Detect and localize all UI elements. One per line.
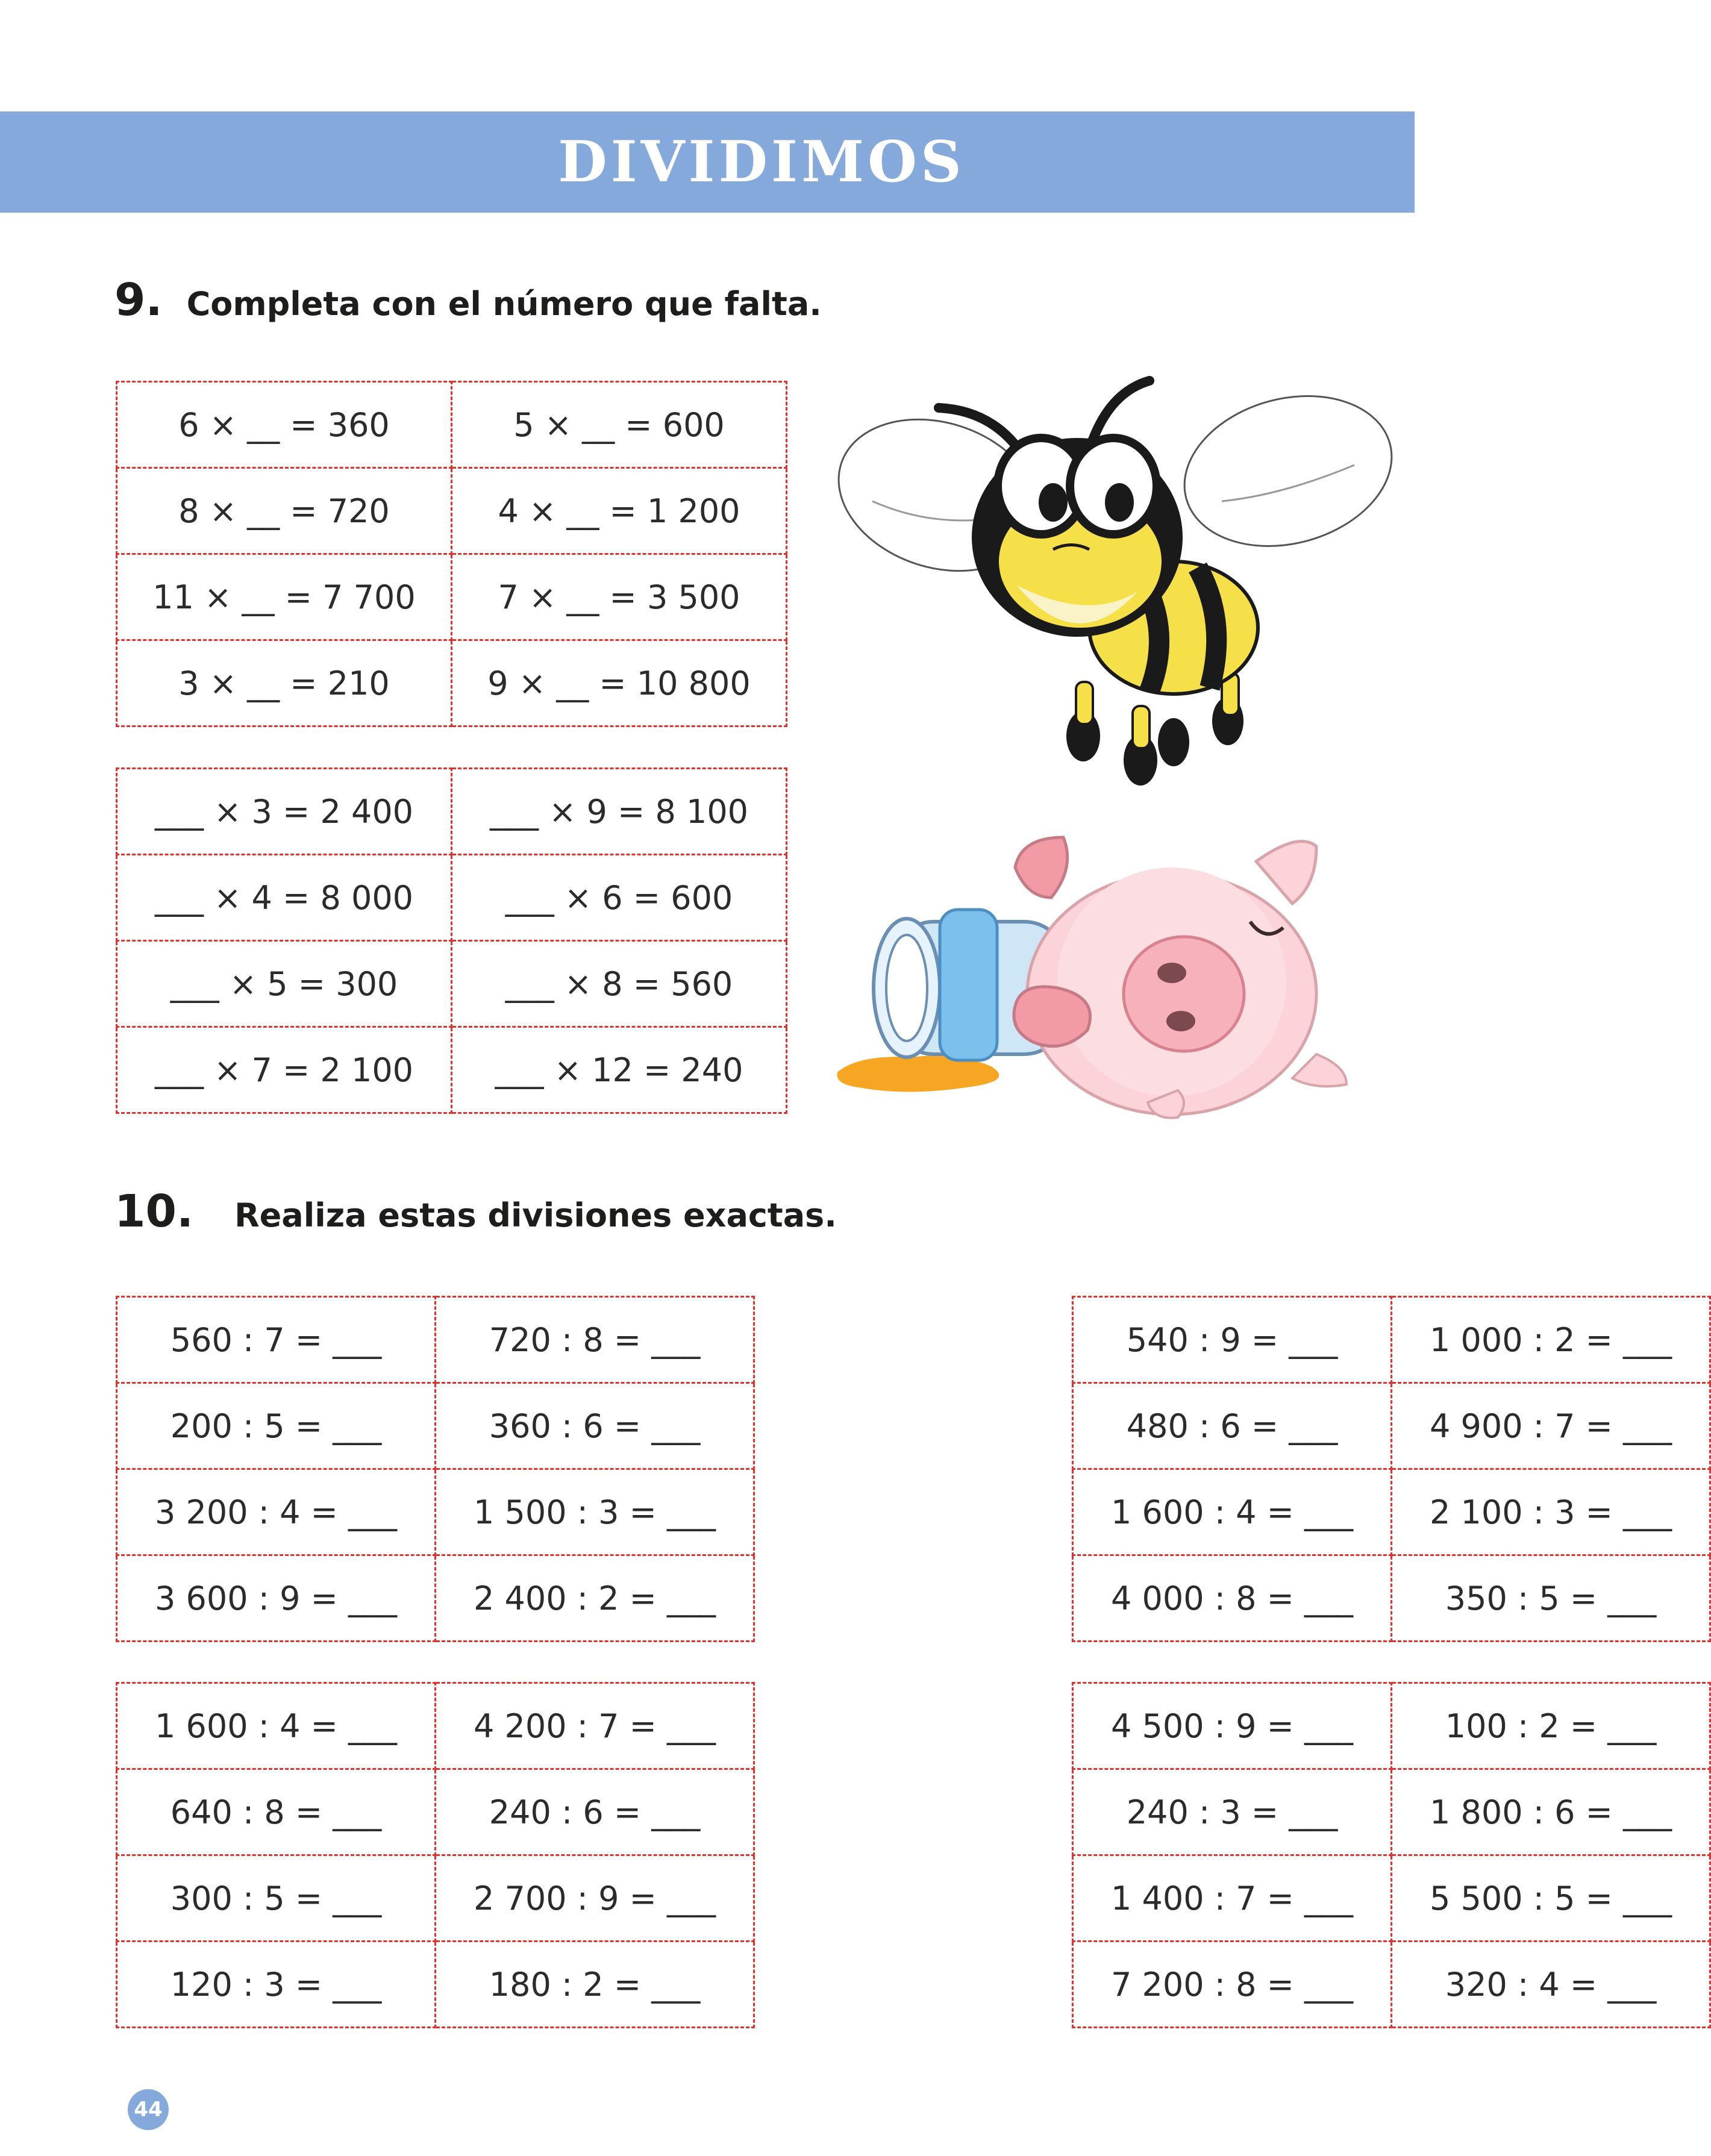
division-cell[interactable]: 180 : 2 = ___ <box>436 1942 754 2028</box>
division-cell[interactable]: 3 200 : 4 = ___ <box>117 1469 436 1555</box>
division-cell[interactable]: 720 : 8 = ___ <box>436 1297 754 1383</box>
division-cell[interactable]: 100 : 2 = ___ <box>1392 1683 1710 1769</box>
table-row <box>117 941 787 1027</box>
column-gap <box>754 1942 1073 2028</box>
division-cell[interactable]: 360 : 6 = ___ <box>436 1383 754 1469</box>
table-row <box>117 1383 1710 1469</box>
column-gap <box>754 1769 1073 1855</box>
division-cell[interactable]: 320 : 4 = ___ <box>1392 1942 1710 2028</box>
exercise-number: 10. <box>114 1186 194 1237</box>
table-row <box>117 382 787 468</box>
division-cell[interactable]: 560 : 7 = ___ <box>117 1297 436 1383</box>
table-row <box>117 855 787 941</box>
division-cell[interactable]: 200 : 5 = ___ <box>117 1383 436 1469</box>
equation-cell[interactable]: 6 × __ = 360 <box>117 382 452 468</box>
equation-cell[interactable]: 11 × __ = 7 700 <box>117 554 452 640</box>
equation-cell[interactable]: ___ × 5 = 300 <box>117 941 452 1027</box>
equation-cell[interactable]: ___ × 4 = 8 000 <box>117 855 452 941</box>
page-number: 44 <box>134 2098 163 2122</box>
exercise-10-table-1 <box>116 1296 1711 1642</box>
exercise-instruction: Completa con el número que falta. <box>186 285 822 323</box>
division-cell[interactable]: 1 000 : 2 = ___ <box>1392 1297 1710 1383</box>
column-gap <box>754 1855 1073 1942</box>
column-gap <box>754 1683 1073 1769</box>
table-row <box>117 1769 1710 1855</box>
equation-cell[interactable]: ___ × 7 = 2 100 <box>117 1027 452 1113</box>
division-cell[interactable]: 2 100 : 3 = ___ <box>1392 1469 1710 1555</box>
division-cell[interactable]: 1 400 : 7 = ___ <box>1073 1855 1392 1942</box>
table-row <box>117 1297 1710 1383</box>
division-cell[interactable]: 480 : 6 = ___ <box>1073 1383 1392 1469</box>
division-cell[interactable]: 350 : 5 = ___ <box>1392 1555 1710 1642</box>
equation-cell[interactable]: ___ × 12 = 240 <box>452 1027 787 1113</box>
division-cell[interactable]: 4 200 : 7 = ___ <box>436 1683 754 1769</box>
division-cell[interactable]: 4 900 : 7 = ___ <box>1392 1383 1710 1469</box>
equation-cell[interactable]: 4 × __ = 1 200 <box>452 468 787 554</box>
table-row <box>117 1942 1710 2028</box>
division-cell[interactable]: 2 400 : 2 = ___ <box>436 1555 754 1642</box>
division-cell[interactable]: 1 600 : 4 = ___ <box>117 1683 436 1769</box>
equation-cell[interactable]: ___ × 8 = 560 <box>452 941 787 1027</box>
division-cell[interactable]: 240 : 3 = ___ <box>1073 1769 1392 1855</box>
page-title: DIVIDIMOS <box>558 129 965 195</box>
exercise-10-table-2 <box>116 1682 1711 2028</box>
division-cell[interactable]: 120 : 3 = ___ <box>117 1942 436 2028</box>
table-row <box>117 1469 1710 1555</box>
table-row <box>117 1855 1710 1942</box>
pig-with-honey-jar-illustration <box>834 813 1377 1126</box>
division-cell[interactable]: 4 500 : 9 = ___ <box>1073 1683 1392 1769</box>
equation-cell[interactable]: ___ × 3 = 2 400 <box>117 769 452 855</box>
equation-cell[interactable]: 7 × __ = 3 500 <box>452 554 787 640</box>
table-row <box>117 1555 1710 1642</box>
table-row <box>117 554 787 640</box>
exercise-instruction: Realiza estas divisiones exactas. <box>234 1196 837 1234</box>
column-gap <box>754 1555 1073 1642</box>
title-banner <box>0 111 1415 213</box>
division-cell[interactable]: 3 600 : 9 = ___ <box>117 1555 436 1642</box>
column-gap <box>754 1297 1073 1383</box>
exercise-number: 9. <box>114 274 163 326</box>
exercise-9-table-2 <box>116 767 787 1114</box>
table-row <box>117 1027 787 1113</box>
table-row <box>117 769 787 855</box>
equation-cell[interactable]: 9 × __ = 10 800 <box>452 640 787 726</box>
table-row <box>117 468 787 554</box>
division-cell[interactable]: 1 600 : 4 = ___ <box>1073 1469 1392 1555</box>
division-cell[interactable]: 2 700 : 9 = ___ <box>436 1855 754 1942</box>
exercise-9-table-1 <box>116 381 787 727</box>
division-cell[interactable]: 4 000 : 8 = ___ <box>1073 1555 1392 1642</box>
division-cell[interactable]: 240 : 6 = ___ <box>436 1769 754 1855</box>
page-number-badge <box>128 2089 169 2130</box>
equation-cell[interactable]: 5 × __ = 600 <box>452 382 787 468</box>
exercise-10-heading <box>114 1186 837 1237</box>
equation-cell[interactable]: ___ × 9 = 8 100 <box>452 769 787 855</box>
table-row <box>117 640 787 726</box>
equation-cell[interactable]: ___ × 6 = 600 <box>452 855 787 941</box>
division-cell[interactable]: 5 500 : 5 = ___ <box>1392 1855 1710 1942</box>
division-cell[interactable]: 7 200 : 8 = ___ <box>1073 1942 1392 2028</box>
table-row <box>117 1683 1710 1769</box>
exercise-9-heading <box>114 274 822 326</box>
equation-cell[interactable]: 8 × __ = 720 <box>117 468 452 554</box>
equation-cell[interactable]: 3 × __ = 210 <box>117 640 452 726</box>
column-gap <box>754 1383 1073 1469</box>
division-cell[interactable]: 1 500 : 3 = ___ <box>436 1469 754 1555</box>
division-cell[interactable]: 300 : 5 = ___ <box>117 1855 436 1942</box>
column-gap <box>754 1469 1073 1555</box>
division-cell[interactable]: 1 800 : 6 = ___ <box>1392 1769 1710 1855</box>
division-cell[interactable]: 640 : 8 = ___ <box>117 1769 436 1855</box>
division-cell[interactable]: 540 : 9 = ___ <box>1073 1297 1392 1383</box>
bee-illustration <box>836 345 1403 802</box>
